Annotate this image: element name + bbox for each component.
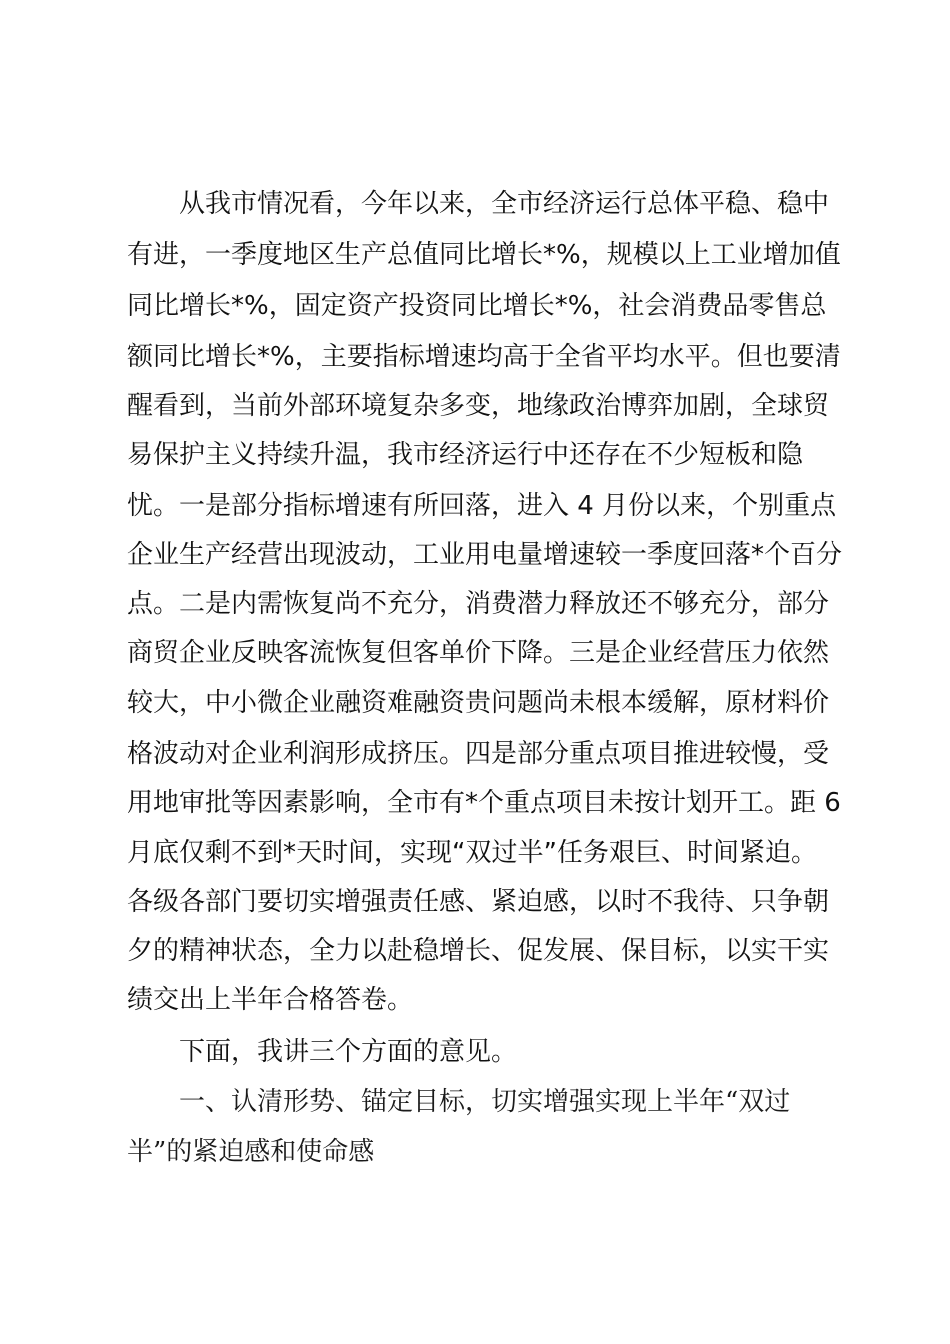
paragraph-1-line-12: 格波动对企业利润形成挤压。四是部分重点项目推进较慢，受	[127, 739, 830, 769]
paragraph-1-line-4: 额同比增长*%，主要指标增速均高于全省平均水平。但也要清	[127, 342, 841, 372]
paragraph-1-line-5: 醒看到，当前外部环境复杂多变，地缘政治博弈加剧，全球贸	[127, 391, 830, 421]
paragraph-1-line-2: 有进，一季度地区生产总值同比增长*%，规模以上工业增加值	[127, 240, 841, 270]
paragraph-1-line-14: 月底仅剩不到*天时间，实现“双过半”任务艰巨、时间紧迫。	[127, 838, 817, 868]
paragraph-1-line-7: 忧。一是部分指标增速有所回落，进入 4 月份以来，个别重点	[127, 491, 837, 521]
paragraph-1-line-17: 绩交出上半年合格答卷。	[127, 985, 414, 1015]
paragraph-1-line-16: 夕的精神状态，全力以赴稳增长、促发展、保目标，以实干实	[127, 936, 830, 966]
paragraph-1-line-13: 用地审批等因素影响，全市有*个重点项目未按计划开工。距 6	[127, 788, 841, 818]
paragraph-1-line-3: 同比增长*%，固定资产投资同比增长*%，社会消费品零售总	[127, 291, 827, 321]
paragraph-1-line-9: 点。二是内需恢复尚不充分，消费潜力释放还不够充分，部分	[127, 589, 830, 619]
heading-1-line-2: 半”的紧迫感和使命感	[127, 1137, 375, 1167]
heading-1-line-1: 一、认清形势、锚定目标，切实增强实现上半年“双过	[179, 1087, 791, 1117]
paragraph-1-line-10: 商贸企业反映客流恢复但客单价下降。三是企业经营压力依然	[127, 638, 830, 668]
paragraph-1-line-8: 企业生产经营出现波动，工业用电量增速较一季度回落*个百分	[127, 540, 843, 570]
paragraph-1-line-6: 易保护主义持续升温，我市经济运行中还存在不少短板和隐	[127, 440, 804, 470]
paragraph-1-line-1: 从我市情况看，今年以来，全市经济运行总体平稳、稳中	[179, 189, 830, 219]
paragraph-1-line-15: 各级各部门要切实增强责任感、紧迫感，以时不我待、只争朝	[127, 887, 830, 917]
paragraph-2: 下面，我讲三个方面的意见。	[179, 1037, 518, 1067]
paragraph-1-line-11: 较大，中小微企业融资难融资贵问题尚未根本缓解，原材料价	[127, 688, 830, 718]
